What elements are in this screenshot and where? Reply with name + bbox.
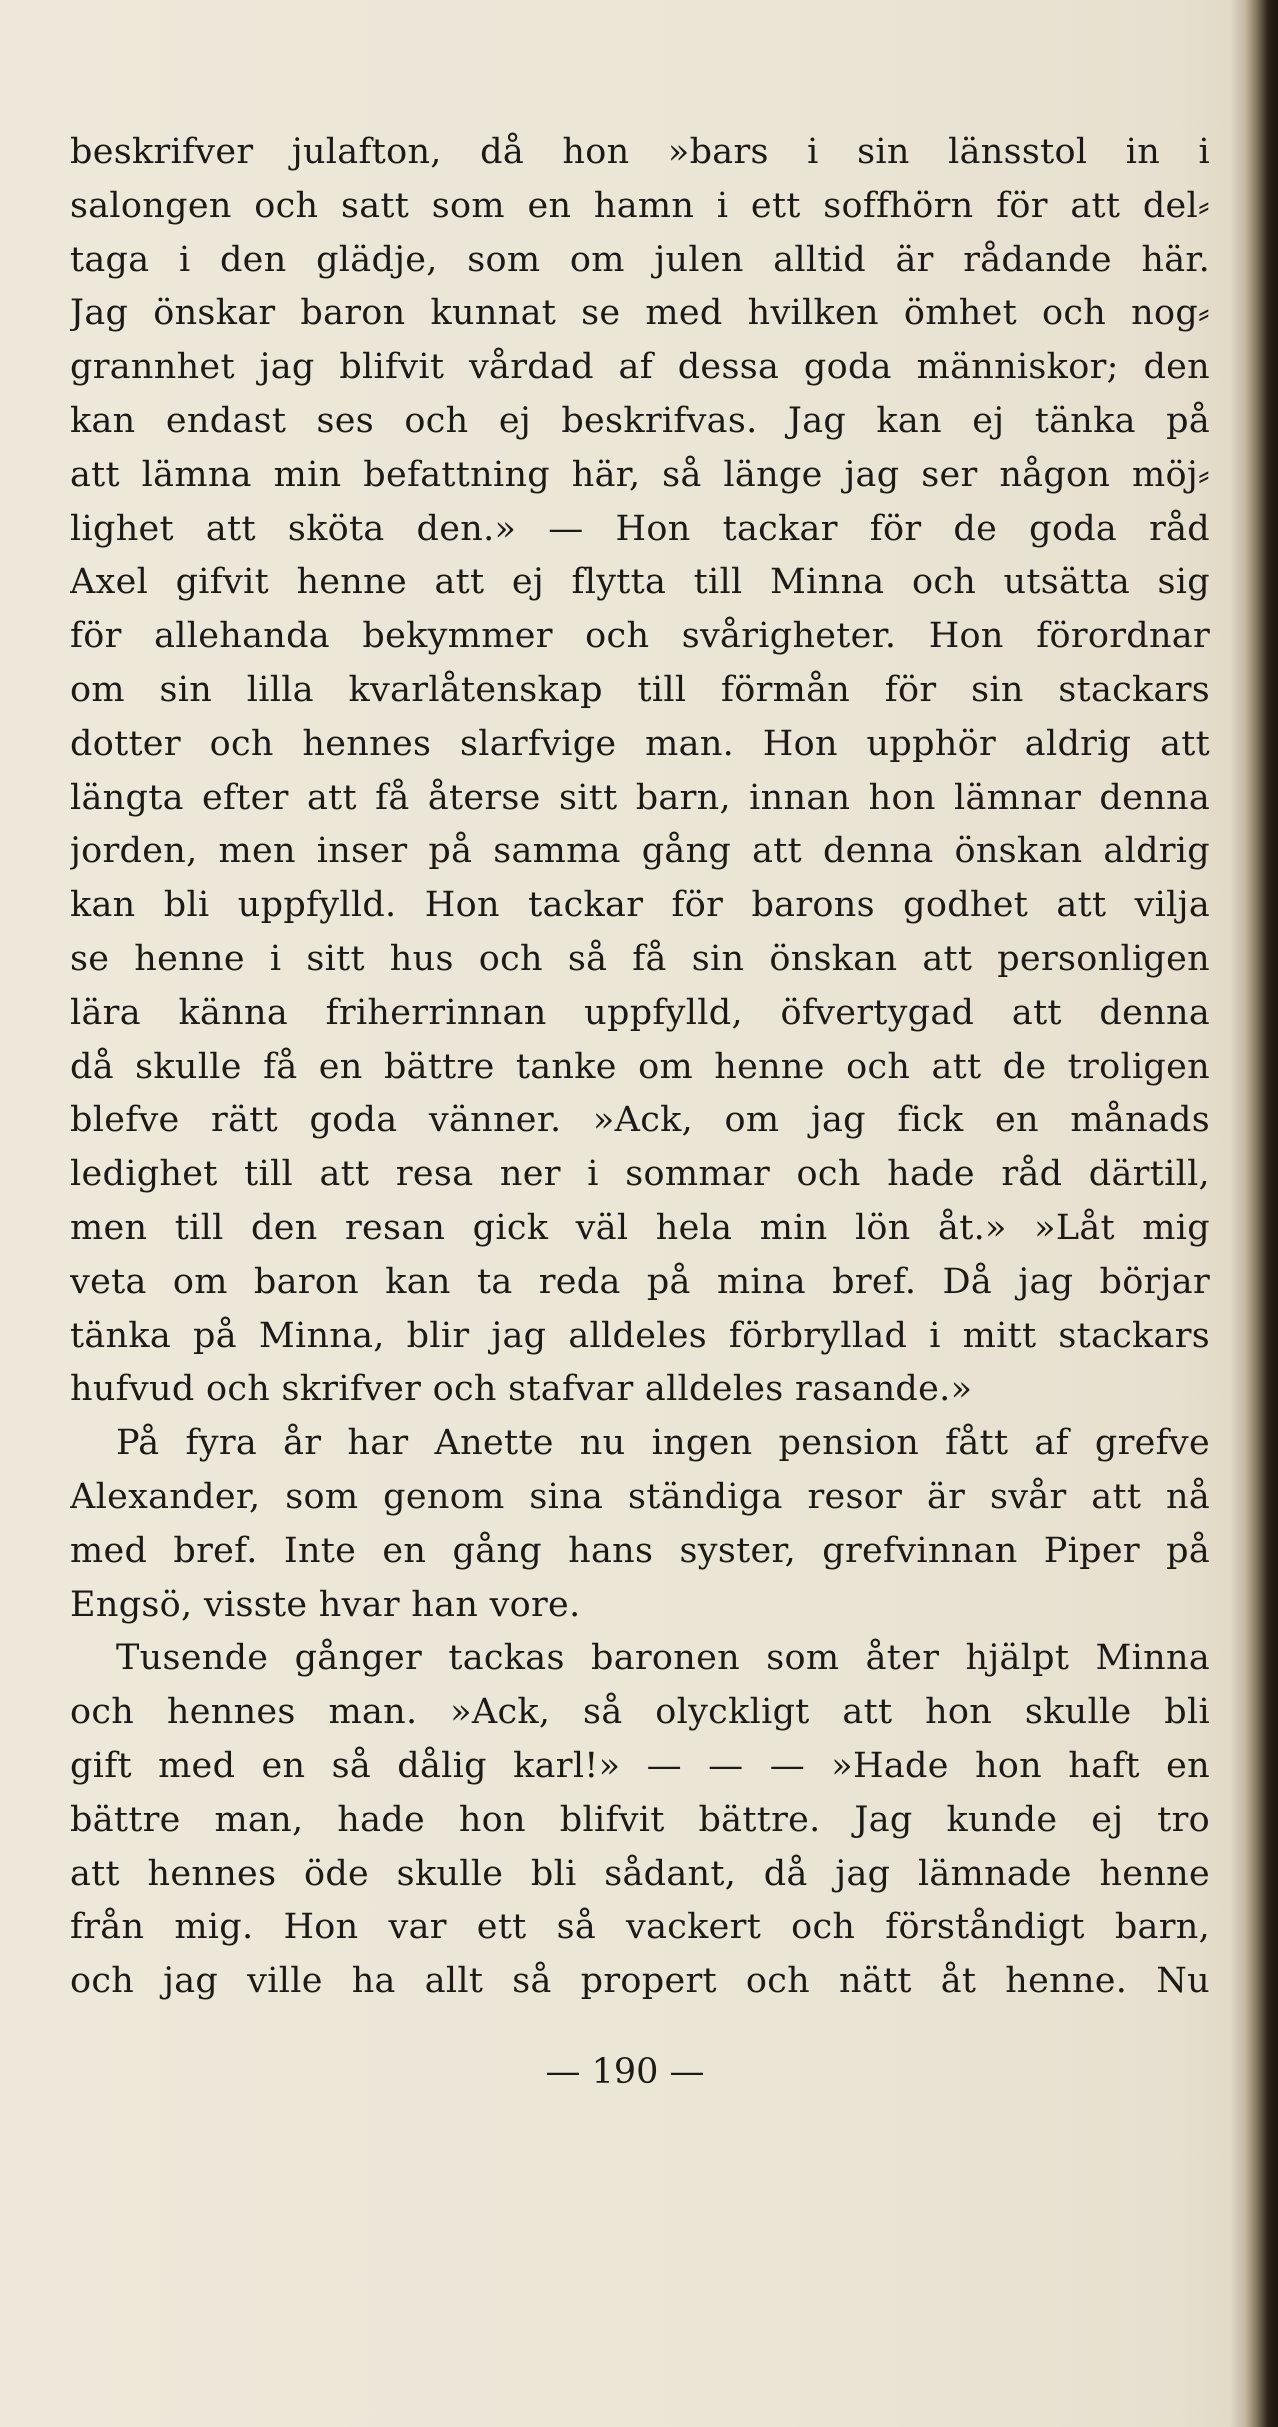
text-line: taga i den glädje, som om julen alltid är rådande här. xyxy=(70,239,1210,280)
text-line: hufvud och skrifver och stafvar alldeles rasande.» xyxy=(70,1369,973,1410)
text-line: om sin lilla kvarlåtenskap till förmån för sin stackars xyxy=(70,669,1210,710)
text-line: Axel gifvit henne att ej flytta till Minna och utsätta sig xyxy=(70,562,1210,603)
text-line: På fyra år har Anette nu ingen pension fått af grefve xyxy=(116,1423,1210,1464)
text-line: dotter och hennes slarfvige man. Hon upphör aldrig att xyxy=(70,723,1210,764)
text-line: grannhet jag blifvit vårdad af dessa goda människor; den xyxy=(70,347,1210,388)
text-line: lighet att sköta den.» — Hon tackar för de goda råd xyxy=(70,508,1210,549)
text-line: Engsö, visste hvar han vore. xyxy=(70,1584,581,1625)
text-line: med bref. Inte en gång hans syster, grefvinnan Piper på xyxy=(70,1530,1210,1571)
text-line: gift med en så dålig karl!» — — — »Hade hon haft en xyxy=(70,1745,1210,1786)
text-line: salongen och satt som en hamn i ett soffhörn för att del⸗ xyxy=(70,185,1210,226)
text-line: ledighet till att resa ner i sommar och hade råd därtill, xyxy=(70,1154,1210,1195)
text-line: och jag ville ha allt så propert och nätt åt henne. Nu xyxy=(70,1961,1210,2002)
text-line: och hennes man. »Ack, så olyckligt att hon skulle bli xyxy=(70,1692,1210,1733)
text-line: bättre man, hade hon blifvit bättre. Jag kunde ej tro xyxy=(70,1799,1210,1840)
text-line: Jag önskar baron kunnat se med hvilken ömhet och nog⸗ xyxy=(70,293,1210,334)
text-line: kan endast ses och ej beskrifvas. Jag kan ej tänka på xyxy=(70,400,1210,441)
text-line: kan bli uppfylld. Hon tackar för barons godhet att vilja xyxy=(70,885,1210,926)
text-line: men till den resan gick väl hela min lön åt.» »Låt mig xyxy=(70,1207,1210,1248)
text-line: lära känna friherrinnan uppfylld, öfvertygad att denna xyxy=(70,992,1210,1033)
text-line: för allehanda bekymmer och svårigheter. Hon förordnar xyxy=(70,616,1210,657)
text-line: tänka på Minna, blir jag alldeles förbryllad i mitt stackars xyxy=(70,1315,1210,1356)
text-line: längta efter att få återse sitt barn, innan hon lämnar denna xyxy=(70,777,1210,818)
text-line: då skulle få en bättre tanke om henne och att de troligen xyxy=(70,1046,1210,1087)
body-text xyxy=(70,126,1210,2009)
text-line: veta om baron kan ta reda på mina bref. Då jag börjar xyxy=(70,1261,1210,1302)
text-line: att hennes öde skulle bli sådant, då jag lämnade henne xyxy=(70,1853,1210,1894)
text-line: se henne i sitt hus och så få sin önskan att personligen xyxy=(70,938,1210,979)
text-line: Alexander, som genom sina ständiga resor är svår att nå xyxy=(70,1476,1210,1517)
text-line: att lämna min befattning här, så länge jag ser någon möj⸗ xyxy=(70,454,1210,495)
text-line: blefve rätt goda vänner. »Ack, om jag fick en månads xyxy=(70,1100,1210,1141)
text-line: Tusende gånger tackas baronen som åter hjälpt Minna xyxy=(116,1638,1210,1679)
text-line: jorden, men inser på samma gång att denna önskan aldrig xyxy=(70,831,1210,872)
text-line: från mig. Hon var ett så vackert och förståndigt barn, xyxy=(70,1907,1210,1948)
page-number: — 190 — xyxy=(545,2052,705,2092)
text-line: beskrifver julafton, då hon »bars i sin länsstol in i xyxy=(70,132,1210,172)
